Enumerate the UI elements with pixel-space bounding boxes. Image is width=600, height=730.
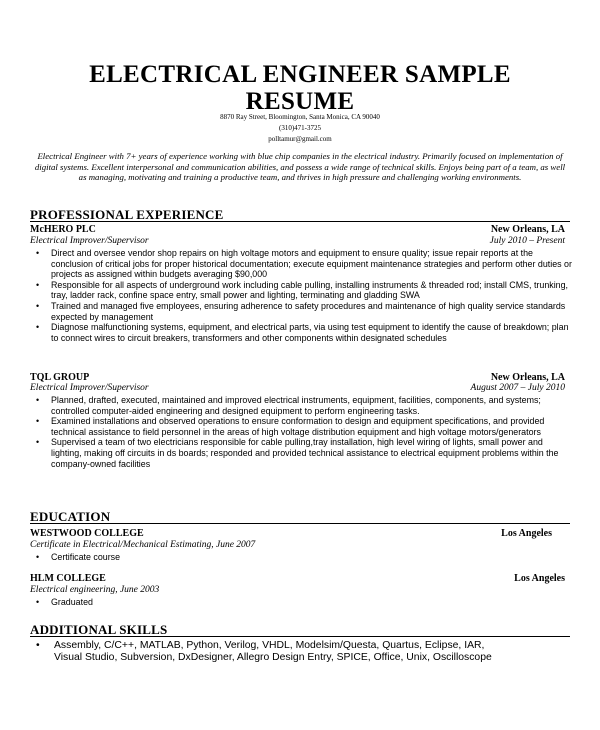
job-bullets (30, 395, 575, 469)
list-item (30, 322, 575, 343)
bullet-text: Diagnose malfunctioning systems, equipment, and electrical parts, via using test equipment to identify the cause of breakdown; plan to connect wires to circuit breakers, transformers and other components within designated schedules (51, 322, 569, 343)
bullet-text: Direct and oversee vendor shop repairs on high voltage motors and equipment to ensure quality; issue repair reports at the conclusion of critical jobs for proper historical documentation; execute equipment maintenance strategies and perform other duties or projects as assigned within budgets averaging $90,000 (51, 248, 572, 280)
skills-list (30, 640, 575, 664)
school-detail: Certificate in Electrical/Mechanical Estimating, June 2007 (30, 540, 256, 550)
bullet-icon: • (36, 640, 40, 651)
bullet-text: Examined installations and observed operations to ensure conformation to design and equipment specifications, and provided technical assistance to field personnel in the areas of high voltage distribution equipment and high voltage motors/generators (51, 416, 545, 437)
list-item (30, 280, 575, 301)
contact-phone: (310)471-3725 (279, 124, 321, 132)
bullet-icon: • (36, 279, 40, 290)
bullet-text: Trained and managed five employees, ensuring adherence to safety procedures and maintenance of high quality service standards expected by management (51, 300, 566, 322)
school-location: Los Angeles (514, 573, 565, 584)
bullet-icon: • (36, 300, 40, 311)
list-item (30, 248, 575, 280)
bullet-icon: • (36, 248, 40, 258)
job-location: New Orleans, LA (490, 372, 565, 383)
job-company: TQL GROUP (30, 372, 90, 383)
bullet-text: Certificate course (51, 552, 121, 562)
bullet-icon: • (36, 597, 40, 607)
school-detail: Electrical engineering, June 2003 (30, 585, 160, 595)
bullet-icon: • (36, 552, 40, 562)
job-bullets (30, 248, 575, 343)
list-item (30, 416, 575, 437)
list-item (30, 437, 575, 469)
list-item (30, 597, 575, 608)
bullet-icon: • (36, 395, 40, 405)
job-dates: August 2007 – July 2010 (470, 383, 565, 393)
section-divider (30, 221, 570, 222)
school-name: WESTWOOD COLLEGE (30, 528, 144, 539)
bullet-text: Responsible for all aspects of underground work including cable pulling, installing instruments & threaded rod; install CMS, trunking, tray, ladder rack, confine space entry, small power and lighting, terminating and gladding SWA (51, 279, 568, 301)
resume-title-line2: RESUME (245, 88, 355, 115)
list-item (30, 301, 575, 322)
school-bullets (30, 597, 575, 608)
bullet-icon: • (36, 322, 40, 333)
contact-email: polltamur@gmail.com (268, 135, 332, 143)
bullet-icon: • (36, 437, 40, 448)
bullet-text: Planned, drafted, executed, maintained and improved electrical instruments, equipment, facilities, components, and systems; controlled computer-aided engineering and designed equipment to perform engineering tasks. (51, 395, 541, 416)
job-company: McHERO PLC (30, 224, 96, 235)
job-dates: July 2010 – Present (489, 236, 565, 246)
job-location: New Orleans, LA (490, 224, 565, 235)
skills-line: Assembly, C/C++, MATLAB, Python, Verilog, VHDL, Modelsim/Questa, Quartus, Eclipse, IAR, (54, 640, 485, 651)
section-heading-experience: PROFESSIONAL EXPERIENCE (30, 207, 224, 222)
skills-line: Visual Studio, Subversion, DxDesigner, Allegro Design Entry, SPICE, Office, Unix, Oscilloscope (54, 652, 492, 663)
list-item (30, 395, 575, 416)
school-name: HLM COLLEGE (30, 573, 106, 584)
contact-address: 8870 Ray Street, Bloomington, Santa Monica, CA 90040 (220, 113, 380, 121)
resume-title-line1: ELECTRICAL ENGINEER SAMPLE (89, 61, 511, 88)
list-item (30, 552, 575, 563)
school-bullets (30, 552, 575, 563)
section-heading-education: EDUCATION (30, 509, 111, 524)
bullet-text: Graduated (51, 597, 93, 607)
job-title: Electrical Improver/Supervisor (30, 383, 149, 393)
bullet-text: Supervised a team of two electricians responsible for cable pulling,tray installation, high level wiring of lights, small power and lighting, making off circuits in ds boards; responded and provided technical assistance to electrical equipment problems within the company-owned facilities (51, 437, 559, 469)
job-title: Electrical Improver/Supervisor (30, 236, 149, 246)
section-divider (30, 523, 570, 524)
section-heading-skills: ADDITIONAL SKILLS (30, 622, 168, 637)
school-location: Los Angeles (501, 528, 552, 539)
list-item (30, 640, 575, 664)
professional-summary: Electrical Engineer with 7+ years of experience working with blue chip companies in the electrical industry. Primarily focused on implementation of digital systems. Excellent interpersonal and communication abilities, and possess a wide range of technical skills. Enjoys being part of a team, as well as managing, motivating and training a productive team, and thrives in high pressure and challenging working environments. (34, 151, 566, 182)
section-divider (30, 636, 570, 637)
bullet-icon: • (36, 416, 40, 427)
